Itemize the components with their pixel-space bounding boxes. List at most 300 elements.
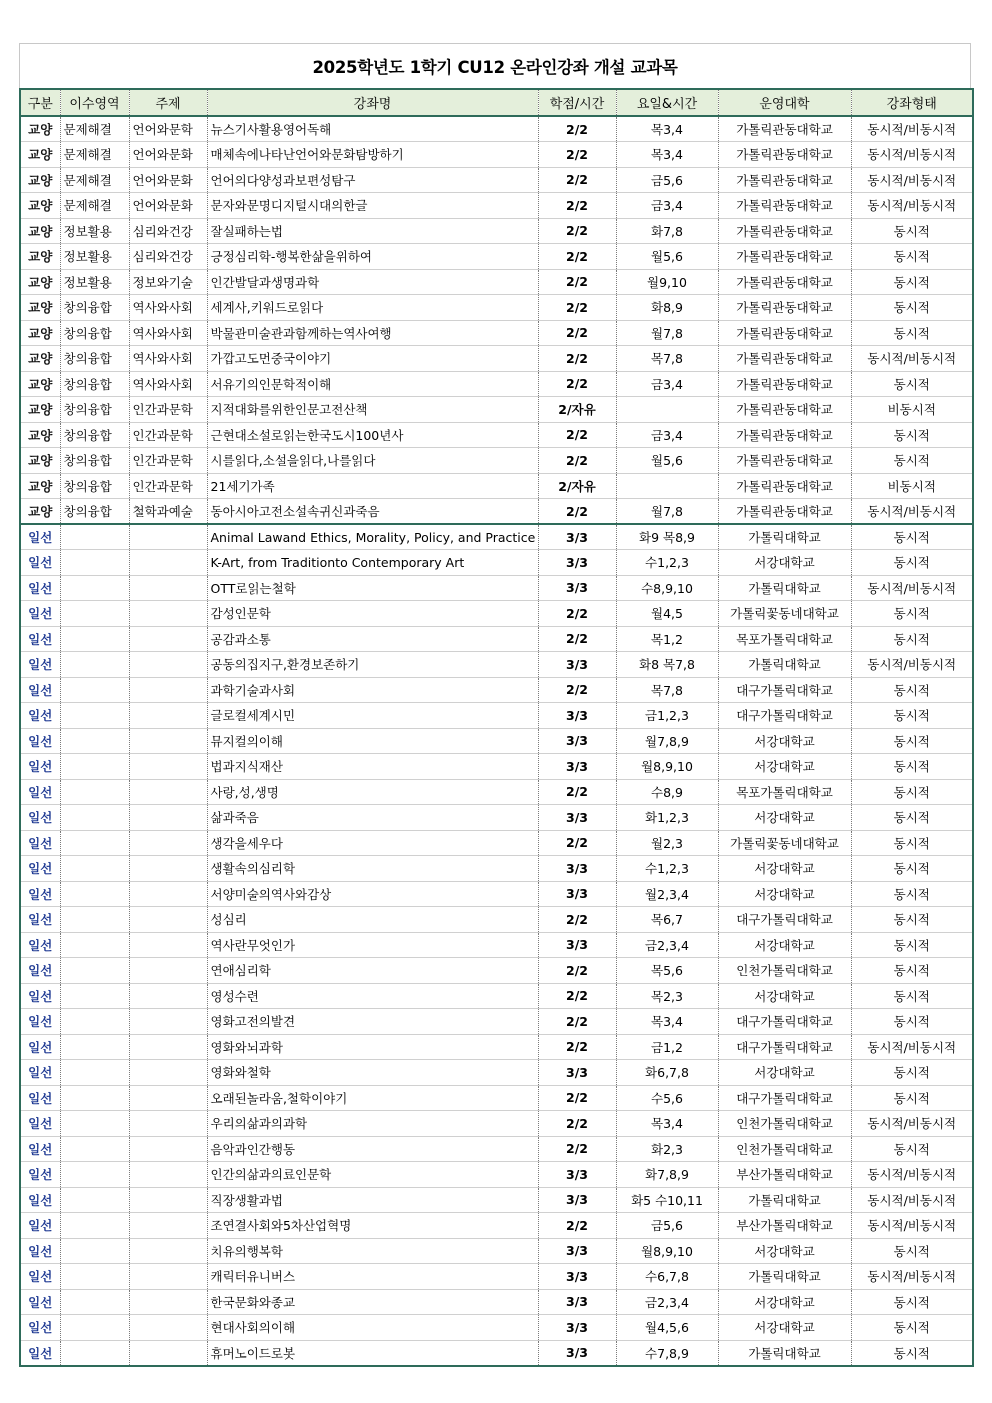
schedule-cell: 목7,8: [616, 677, 718, 703]
credit-cell: 3/3: [538, 575, 616, 601]
university-cell: 인천가톨릭대학교: [718, 1136, 851, 1162]
course-name-cell: 뮤지컬의이해: [207, 728, 538, 754]
schedule-cell: [616, 473, 718, 499]
type-cell: 동시적/비동시적: [851, 1162, 973, 1188]
topic-cell: [129, 1136, 207, 1162]
course-name-cell: 조연결사회와5차산업혁명: [207, 1213, 538, 1239]
topic-cell: 언어와문화: [129, 167, 207, 193]
university-cell: 가톨릭관동대학교: [718, 269, 851, 295]
topic-cell: 정보와기술: [129, 269, 207, 295]
credit-cell: 3/3: [538, 1340, 616, 1366]
credit-cell: 2/2: [538, 346, 616, 372]
course-name-cell: 뉴스기사활용영어독해: [207, 116, 538, 142]
category-cell: 교양: [20, 346, 60, 372]
type-cell: 동시적/비동시적: [851, 499, 973, 525]
topic-cell: [129, 1187, 207, 1213]
topic-cell: [129, 907, 207, 933]
schedule-cell: 화8 목7,8: [616, 652, 718, 678]
header-credit: 학점/시간: [538, 89, 616, 116]
table-row: [20, 193, 973, 219]
university-cell: 가톨릭관동대학교: [718, 142, 851, 168]
table-row: [20, 1085, 973, 1111]
table-row: [20, 320, 973, 346]
course-name-cell: 시를읽다,소설을읽다,나를읽다: [207, 448, 538, 474]
university-cell: 가톨릭대학교: [718, 1187, 851, 1213]
table-row: [20, 728, 973, 754]
schedule-cell: 금1,2,3: [616, 703, 718, 729]
category-cell: 일선: [20, 550, 60, 576]
course-name-cell: 생활속의심리학: [207, 856, 538, 882]
university-cell: 가톨릭관동대학교: [718, 422, 851, 448]
category-cell: 일선: [20, 805, 60, 831]
category-cell: 일선: [20, 703, 60, 729]
topic-cell: [129, 575, 207, 601]
type-cell: 동시적: [851, 1136, 973, 1162]
category-cell: 교양: [20, 499, 60, 525]
type-cell: 동시적: [851, 601, 973, 627]
table-row: [20, 499, 973, 525]
topic-cell: [129, 1340, 207, 1366]
course-name-cell: 긍정심리학-행복한삶을위하여: [207, 244, 538, 270]
category-cell: 교양: [20, 116, 60, 142]
type-cell: 동시적: [851, 269, 973, 295]
category-cell: 일선: [20, 779, 60, 805]
university-cell: 부산가톨릭대학교: [718, 1213, 851, 1239]
schedule-cell: 목3,4: [616, 1111, 718, 1137]
university-cell: 목포가톨릭대학교: [718, 626, 851, 652]
area-cell: 문제해결: [60, 116, 129, 142]
type-cell: 동시적: [851, 1340, 973, 1366]
table-row: [20, 881, 973, 907]
schedule-cell: 금5,6: [616, 167, 718, 193]
table-row: [20, 116, 973, 142]
credit-cell: 3/3: [538, 1238, 616, 1264]
topic-cell: [129, 677, 207, 703]
schedule-cell: 목7,8: [616, 346, 718, 372]
table-row: [20, 1034, 973, 1060]
course-name-cell: 휴머노이드로봇: [207, 1340, 538, 1366]
university-cell: 가톨릭관동대학교: [718, 499, 851, 525]
table-row: [20, 218, 973, 244]
category-cell: 일선: [20, 1060, 60, 1086]
area-cell: [60, 1315, 129, 1341]
course-name-cell: 공감과소통: [207, 626, 538, 652]
topic-cell: [129, 1315, 207, 1341]
type-cell: 비동시적: [851, 397, 973, 423]
course-name-cell: 인간의삶과의료인문학: [207, 1162, 538, 1188]
category-cell: 일선: [20, 1264, 60, 1290]
type-cell: 동시적/비동시적: [851, 575, 973, 601]
university-cell: 서강대학교: [718, 983, 851, 1009]
table-row: [20, 1162, 973, 1188]
area-cell: [60, 677, 129, 703]
table-row: [20, 779, 973, 805]
area-cell: [60, 830, 129, 856]
area-cell: [60, 703, 129, 729]
area-cell: [60, 550, 129, 576]
credit-cell: 2/2: [538, 1034, 616, 1060]
topic-cell: [129, 1238, 207, 1264]
topic-cell: [129, 779, 207, 805]
area-cell: 문제해결: [60, 167, 129, 193]
course-name-cell: 잘실패하는법: [207, 218, 538, 244]
table-row: [20, 295, 973, 321]
table-row: [20, 575, 973, 601]
table-row: [20, 1264, 973, 1290]
area-cell: [60, 932, 129, 958]
table-row: [20, 473, 973, 499]
topic-cell: [129, 881, 207, 907]
category-cell: 교양: [20, 218, 60, 244]
type-cell: 동시적/비동시적: [851, 1034, 973, 1060]
university-cell: 서강대학교: [718, 1060, 851, 1086]
course-name-cell: 글로컬세계시민: [207, 703, 538, 729]
category-cell: 일선: [20, 1085, 60, 1111]
table-row: [20, 1213, 973, 1239]
topic-cell: [129, 524, 207, 550]
university-cell: 가톨릭꽃동네대학교: [718, 830, 851, 856]
type-cell: 동시적/비동시적: [851, 1264, 973, 1290]
university-cell: 대구가톨릭대학교: [718, 677, 851, 703]
table-row: [20, 371, 973, 397]
credit-cell: 3/3: [538, 805, 616, 831]
type-cell: 동시적: [851, 728, 973, 754]
area-cell: [60, 1060, 129, 1086]
credit-cell: 2/2: [538, 1085, 616, 1111]
university-cell: 가톨릭대학교: [718, 575, 851, 601]
credit-cell: 3/3: [538, 703, 616, 729]
table-row: [20, 524, 973, 550]
area-cell: [60, 1162, 129, 1188]
credit-cell: 3/3: [538, 1289, 616, 1315]
table-row: [20, 1187, 973, 1213]
table-row: [20, 1340, 973, 1366]
category-cell: 교양: [20, 422, 60, 448]
category-cell: 일선: [20, 1238, 60, 1264]
university-cell: 가톨릭대학교: [718, 1264, 851, 1290]
schedule-cell: 금2,3,4: [616, 1289, 718, 1315]
course-name-cell: 과학기술과사회: [207, 677, 538, 703]
type-cell: 동시적/비동시적: [851, 116, 973, 142]
topic-cell: [129, 1034, 207, 1060]
credit-cell: 2/2: [538, 983, 616, 1009]
credit-cell: 2/2: [538, 1213, 616, 1239]
table-row: [20, 932, 973, 958]
credit-cell: 3/3: [538, 1315, 616, 1341]
schedule-cell: 화7,8,9: [616, 1162, 718, 1188]
topic-cell: [129, 703, 207, 729]
category-cell: 교양: [20, 269, 60, 295]
credit-cell: 2/2: [538, 320, 616, 346]
type-cell: 동시적/비동시적: [851, 1111, 973, 1137]
type-cell: 동시적: [851, 1085, 973, 1111]
schedule-cell: 월2,3,4: [616, 881, 718, 907]
topic-cell: 인간과문학: [129, 473, 207, 499]
category-cell: 일선: [20, 652, 60, 678]
category-cell: 일선: [20, 575, 60, 601]
course-name-cell: 생각을세우다: [207, 830, 538, 856]
category-cell: 일선: [20, 1162, 60, 1188]
university-cell: 서강대학교: [718, 932, 851, 958]
credit-cell: 2/2: [538, 422, 616, 448]
area-cell: [60, 1111, 129, 1137]
schedule-cell: 수7,8,9: [616, 1340, 718, 1366]
table-row: [20, 1060, 973, 1086]
schedule-cell: 화1,2,3: [616, 805, 718, 831]
credit-cell: 2/2: [538, 269, 616, 295]
topic-cell: 역사와사회: [129, 346, 207, 372]
schedule-cell: 수8,9: [616, 779, 718, 805]
university-cell: 가톨릭관동대학교: [718, 346, 851, 372]
credit-cell: 2/2: [538, 244, 616, 270]
topic-cell: 언어와문화: [129, 142, 207, 168]
schedule-cell: 월7,8: [616, 499, 718, 525]
table-row: [20, 1315, 973, 1341]
type-cell: 동시적/비동시적: [851, 1187, 973, 1213]
area-cell: 문제해결: [60, 142, 129, 168]
course-name-cell: 동아시아고전소설속귀신과죽음: [207, 499, 538, 525]
topic-cell: [129, 1111, 207, 1137]
credit-cell: 2/2: [538, 116, 616, 142]
area-cell: [60, 779, 129, 805]
area-cell: 정보활용: [60, 269, 129, 295]
table-row: [20, 958, 973, 984]
type-cell: 동시적: [851, 550, 973, 576]
university-cell: 서강대학교: [718, 754, 851, 780]
topic-cell: [129, 830, 207, 856]
schedule-cell: 수8,9,10: [616, 575, 718, 601]
course-name-cell: 캐릭터유니버스: [207, 1264, 538, 1290]
category-cell: 교양: [20, 473, 60, 499]
type-cell: 동시적/비동시적: [851, 167, 973, 193]
university-cell: 가톨릭관동대학교: [718, 295, 851, 321]
type-cell: 동시적: [851, 524, 973, 550]
course-name-cell: 치유의행복학: [207, 1238, 538, 1264]
credit-cell: 2/2: [538, 142, 616, 168]
course-name-cell: 현대사회의이해: [207, 1315, 538, 1341]
table-row: [20, 269, 973, 295]
category-cell: 교양: [20, 295, 60, 321]
type-cell: 동시적: [851, 805, 973, 831]
category-cell: 교양: [20, 448, 60, 474]
topic-cell: 인간과문학: [129, 422, 207, 448]
university-cell: 인천가톨릭대학교: [718, 1111, 851, 1137]
university-cell: 서강대학교: [718, 1315, 851, 1341]
schedule-cell: 수1,2,3: [616, 856, 718, 882]
university-cell: 대구가톨릭대학교: [718, 1034, 851, 1060]
table-row: [20, 830, 973, 856]
category-cell: 일선: [20, 1034, 60, 1060]
credit-cell: 2/2: [538, 499, 616, 525]
credit-cell: 3/3: [538, 524, 616, 550]
table-row: [20, 167, 973, 193]
credit-cell: 3/3: [538, 881, 616, 907]
course-name-cell: OTT로읽는철학: [207, 575, 538, 601]
course-name-cell: 서유기의인문학적이해: [207, 371, 538, 397]
category-cell: 일선: [20, 856, 60, 882]
schedule-cell: 화5 수10,11: [616, 1187, 718, 1213]
header-row: [20, 89, 973, 116]
table-row: [20, 397, 973, 423]
type-cell: 동시적: [851, 856, 973, 882]
credit-cell: 2/2: [538, 626, 616, 652]
header-area: 이수영역: [60, 89, 129, 116]
type-cell: 동시적/비동시적: [851, 142, 973, 168]
credit-cell: 2/자유: [538, 397, 616, 423]
schedule-cell: 월4,5: [616, 601, 718, 627]
university-cell: 서강대학교: [718, 805, 851, 831]
area-cell: [60, 856, 129, 882]
topic-cell: 철학과예술: [129, 499, 207, 525]
schedule-cell: 화9 목8,9: [616, 524, 718, 550]
topic-cell: 언어와문학: [129, 116, 207, 142]
table-row: [20, 142, 973, 168]
credit-cell: 3/3: [538, 1264, 616, 1290]
schedule-cell: 월4,5,6: [616, 1315, 718, 1341]
schedule-cell: 수6,7,8: [616, 1264, 718, 1290]
type-cell: 동시적: [851, 1289, 973, 1315]
university-cell: 대구가톨릭대학교: [718, 1085, 851, 1111]
credit-cell: 2/2: [538, 677, 616, 703]
course-name-cell: 문자와문명디지털시대의한글: [207, 193, 538, 219]
category-cell: 일선: [20, 1340, 60, 1366]
type-cell: 동시적: [851, 218, 973, 244]
topic-cell: 역사와사회: [129, 371, 207, 397]
course-name-cell: 서양미술의역사와감상: [207, 881, 538, 907]
credit-cell: 3/3: [538, 652, 616, 678]
credit-cell: 2/2: [538, 295, 616, 321]
topic-cell: [129, 754, 207, 780]
schedule-cell: 금3,4: [616, 371, 718, 397]
table-row: [20, 448, 973, 474]
category-cell: 일선: [20, 1213, 60, 1239]
university-cell: 목포가톨릭대학교: [718, 779, 851, 805]
table-row: [20, 1009, 973, 1035]
university-cell: 가톨릭관동대학교: [718, 371, 851, 397]
type-cell: 비동시적: [851, 473, 973, 499]
topic-cell: [129, 550, 207, 576]
category-cell: 일선: [20, 677, 60, 703]
page-title: 2025학년도 1학기 CU12 온라인강좌 개설 교과목: [312, 58, 678, 77]
university-cell: 가톨릭대학교: [718, 1340, 851, 1366]
category-cell: 일선: [20, 1187, 60, 1213]
area-cell: [60, 652, 129, 678]
schedule-cell: 월5,6: [616, 448, 718, 474]
category-cell: 일선: [20, 830, 60, 856]
course-name-cell: 연애심리학: [207, 958, 538, 984]
table-row: [20, 754, 973, 780]
area-cell: [60, 754, 129, 780]
header-topic: 주제: [129, 89, 207, 116]
table-row: [20, 626, 973, 652]
topic-cell: [129, 1009, 207, 1035]
area-cell: [60, 1187, 129, 1213]
schedule-cell: 월5,6: [616, 244, 718, 270]
header-university: 운영대학: [718, 89, 851, 116]
schedule-cell: 목6,7: [616, 907, 718, 933]
table-row: [20, 1289, 973, 1315]
schedule-cell: 월8,9,10: [616, 754, 718, 780]
type-cell: 동시적: [851, 371, 973, 397]
area-cell: 문제해결: [60, 193, 129, 219]
table-row: [20, 1136, 973, 1162]
type-cell: 동시적: [851, 677, 973, 703]
area-cell: 창의융합: [60, 422, 129, 448]
university-cell: 서강대학교: [718, 728, 851, 754]
category-cell: 일선: [20, 907, 60, 933]
category-cell: 교양: [20, 371, 60, 397]
area-cell: 정보활용: [60, 244, 129, 270]
topic-cell: [129, 983, 207, 1009]
schedule-cell: 금3,4: [616, 422, 718, 448]
topic-cell: 역사와사회: [129, 295, 207, 321]
university-cell: 대구가톨릭대학교: [718, 1009, 851, 1035]
category-cell: 일선: [20, 932, 60, 958]
header-schedule: 요일&시간: [616, 89, 718, 116]
credit-cell: 3/3: [538, 1162, 616, 1188]
topic-cell: [129, 626, 207, 652]
type-cell: 동시적: [851, 295, 973, 321]
credit-cell: 2/2: [538, 1009, 616, 1035]
type-cell: 동시적: [851, 958, 973, 984]
credit-cell: 2/2: [538, 1111, 616, 1137]
university-cell: 부산가톨릭대학교: [718, 1162, 851, 1188]
course-name-cell: 역사란무엇인가: [207, 932, 538, 958]
area-cell: [60, 626, 129, 652]
course-name-cell: 음악과인간행동: [207, 1136, 538, 1162]
type-cell: 동시적: [851, 1315, 973, 1341]
header-course-name: 강좌명: [207, 89, 538, 116]
schedule-cell: 목3,4: [616, 1009, 718, 1035]
course-name-cell: 매체속에나타난언어와문화탐방하기: [207, 142, 538, 168]
topic-cell: [129, 932, 207, 958]
course-name-cell: 영화와철학: [207, 1060, 538, 1086]
type-cell: 동시적: [851, 244, 973, 270]
topic-cell: [129, 1289, 207, 1315]
type-cell: 동시적: [851, 1060, 973, 1086]
course-name-cell: 법과지식재산: [207, 754, 538, 780]
course-name-cell: 언어의다양성과보편성탐구: [207, 167, 538, 193]
table-row: [20, 652, 973, 678]
university-cell: 서강대학교: [718, 550, 851, 576]
course-name-cell: 공동의집지구,환경보존하기: [207, 652, 538, 678]
credit-cell: 3/3: [538, 754, 616, 780]
course-name-cell: 삶과죽음: [207, 805, 538, 831]
type-cell: 동시적/비동시적: [851, 193, 973, 219]
category-cell: 일선: [20, 983, 60, 1009]
table-row: [20, 983, 973, 1009]
area-cell: [60, 575, 129, 601]
credit-cell: 3/3: [538, 728, 616, 754]
type-cell: 동시적: [851, 1238, 973, 1264]
topic-cell: 인간과문학: [129, 397, 207, 423]
credit-cell: 2/2: [538, 779, 616, 805]
credit-cell: 2/2: [538, 1136, 616, 1162]
category-cell: 교양: [20, 167, 60, 193]
course-name-cell: 박물관미술관과함께하는역사여행: [207, 320, 538, 346]
credit-cell: 2/2: [538, 448, 616, 474]
area-cell: [60, 805, 129, 831]
table-row: [20, 346, 973, 372]
course-name-cell: 감성인문학: [207, 601, 538, 627]
area-cell: [60, 958, 129, 984]
category-cell: 일선: [20, 1315, 60, 1341]
credit-cell: 2/2: [538, 601, 616, 627]
table-row: [20, 601, 973, 627]
university-cell: 서강대학교: [718, 856, 851, 882]
university-cell: 가톨릭대학교: [718, 524, 851, 550]
type-cell: 동시적: [851, 703, 973, 729]
